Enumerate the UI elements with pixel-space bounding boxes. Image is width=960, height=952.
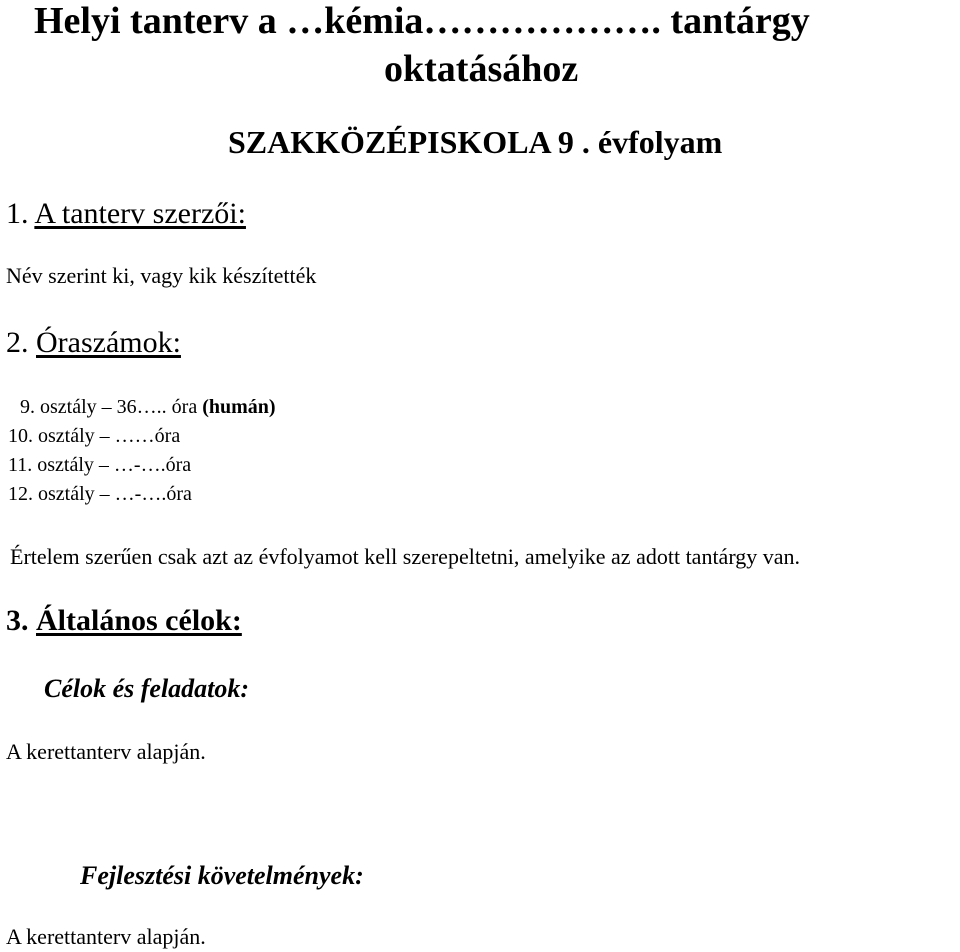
hours-value: …-….óra <box>113 454 192 476</box>
section2-heading <box>6 328 181 358</box>
hours-row <box>8 455 191 475</box>
hours-dash: – <box>99 425 110 447</box>
goals-text: A kerettanterv alapján. <box>6 739 206 764</box>
school-heading: SZAKKÖZÉPISKOLA 9 . évfolyam <box>228 124 723 160</box>
section1-note: Név szerint ki, vagy kik készítették <box>6 263 317 288</box>
development-heading: Fejlesztési követelmények: <box>80 861 364 890</box>
document-title-line2: oktatásához <box>384 48 579 90</box>
hours-grade: 12. osztály <box>8 483 95 505</box>
hours-dash: – <box>98 454 109 476</box>
hours-dash: – <box>101 396 112 418</box>
section2-number: 2. <box>6 326 29 359</box>
hours-grade: 11. osztály <box>8 454 94 476</box>
hours-grade: 10. osztály <box>8 425 95 447</box>
section2-note: Értelem szerűen csak azt az évfolyamot kell szerepeltetni, amelyike az adott tantárgy van. <box>10 544 801 569</box>
hours-dash: – <box>99 483 110 505</box>
hours-value: …-….óra <box>114 483 192 505</box>
section1-title: A tanterv szerzői: <box>34 197 246 230</box>
document-title-line1: Helyi tanterv a …kémia………………. tantárgy <box>34 0 810 42</box>
section2-title: Óraszámok: <box>36 326 181 359</box>
hours-value: ……óra <box>114 425 181 447</box>
hours-value: 36….. óra <box>116 396 198 418</box>
section3-heading <box>6 606 242 636</box>
hours-grade: 9. osztály <box>20 396 97 418</box>
section3-title: Általános célok: <box>36 604 242 637</box>
section1-number: 1. <box>6 197 29 230</box>
hours-extra: (humán) <box>202 396 276 418</box>
goals-heading: Célok és feladatok: <box>44 674 250 703</box>
section3-number: 3. <box>6 604 29 637</box>
section1-heading <box>6 199 246 229</box>
hours-row <box>8 426 180 446</box>
hours-row <box>20 397 276 417</box>
development-text: A kerettanterv alapján. <box>6 924 206 949</box>
hours-row <box>8 484 192 504</box>
